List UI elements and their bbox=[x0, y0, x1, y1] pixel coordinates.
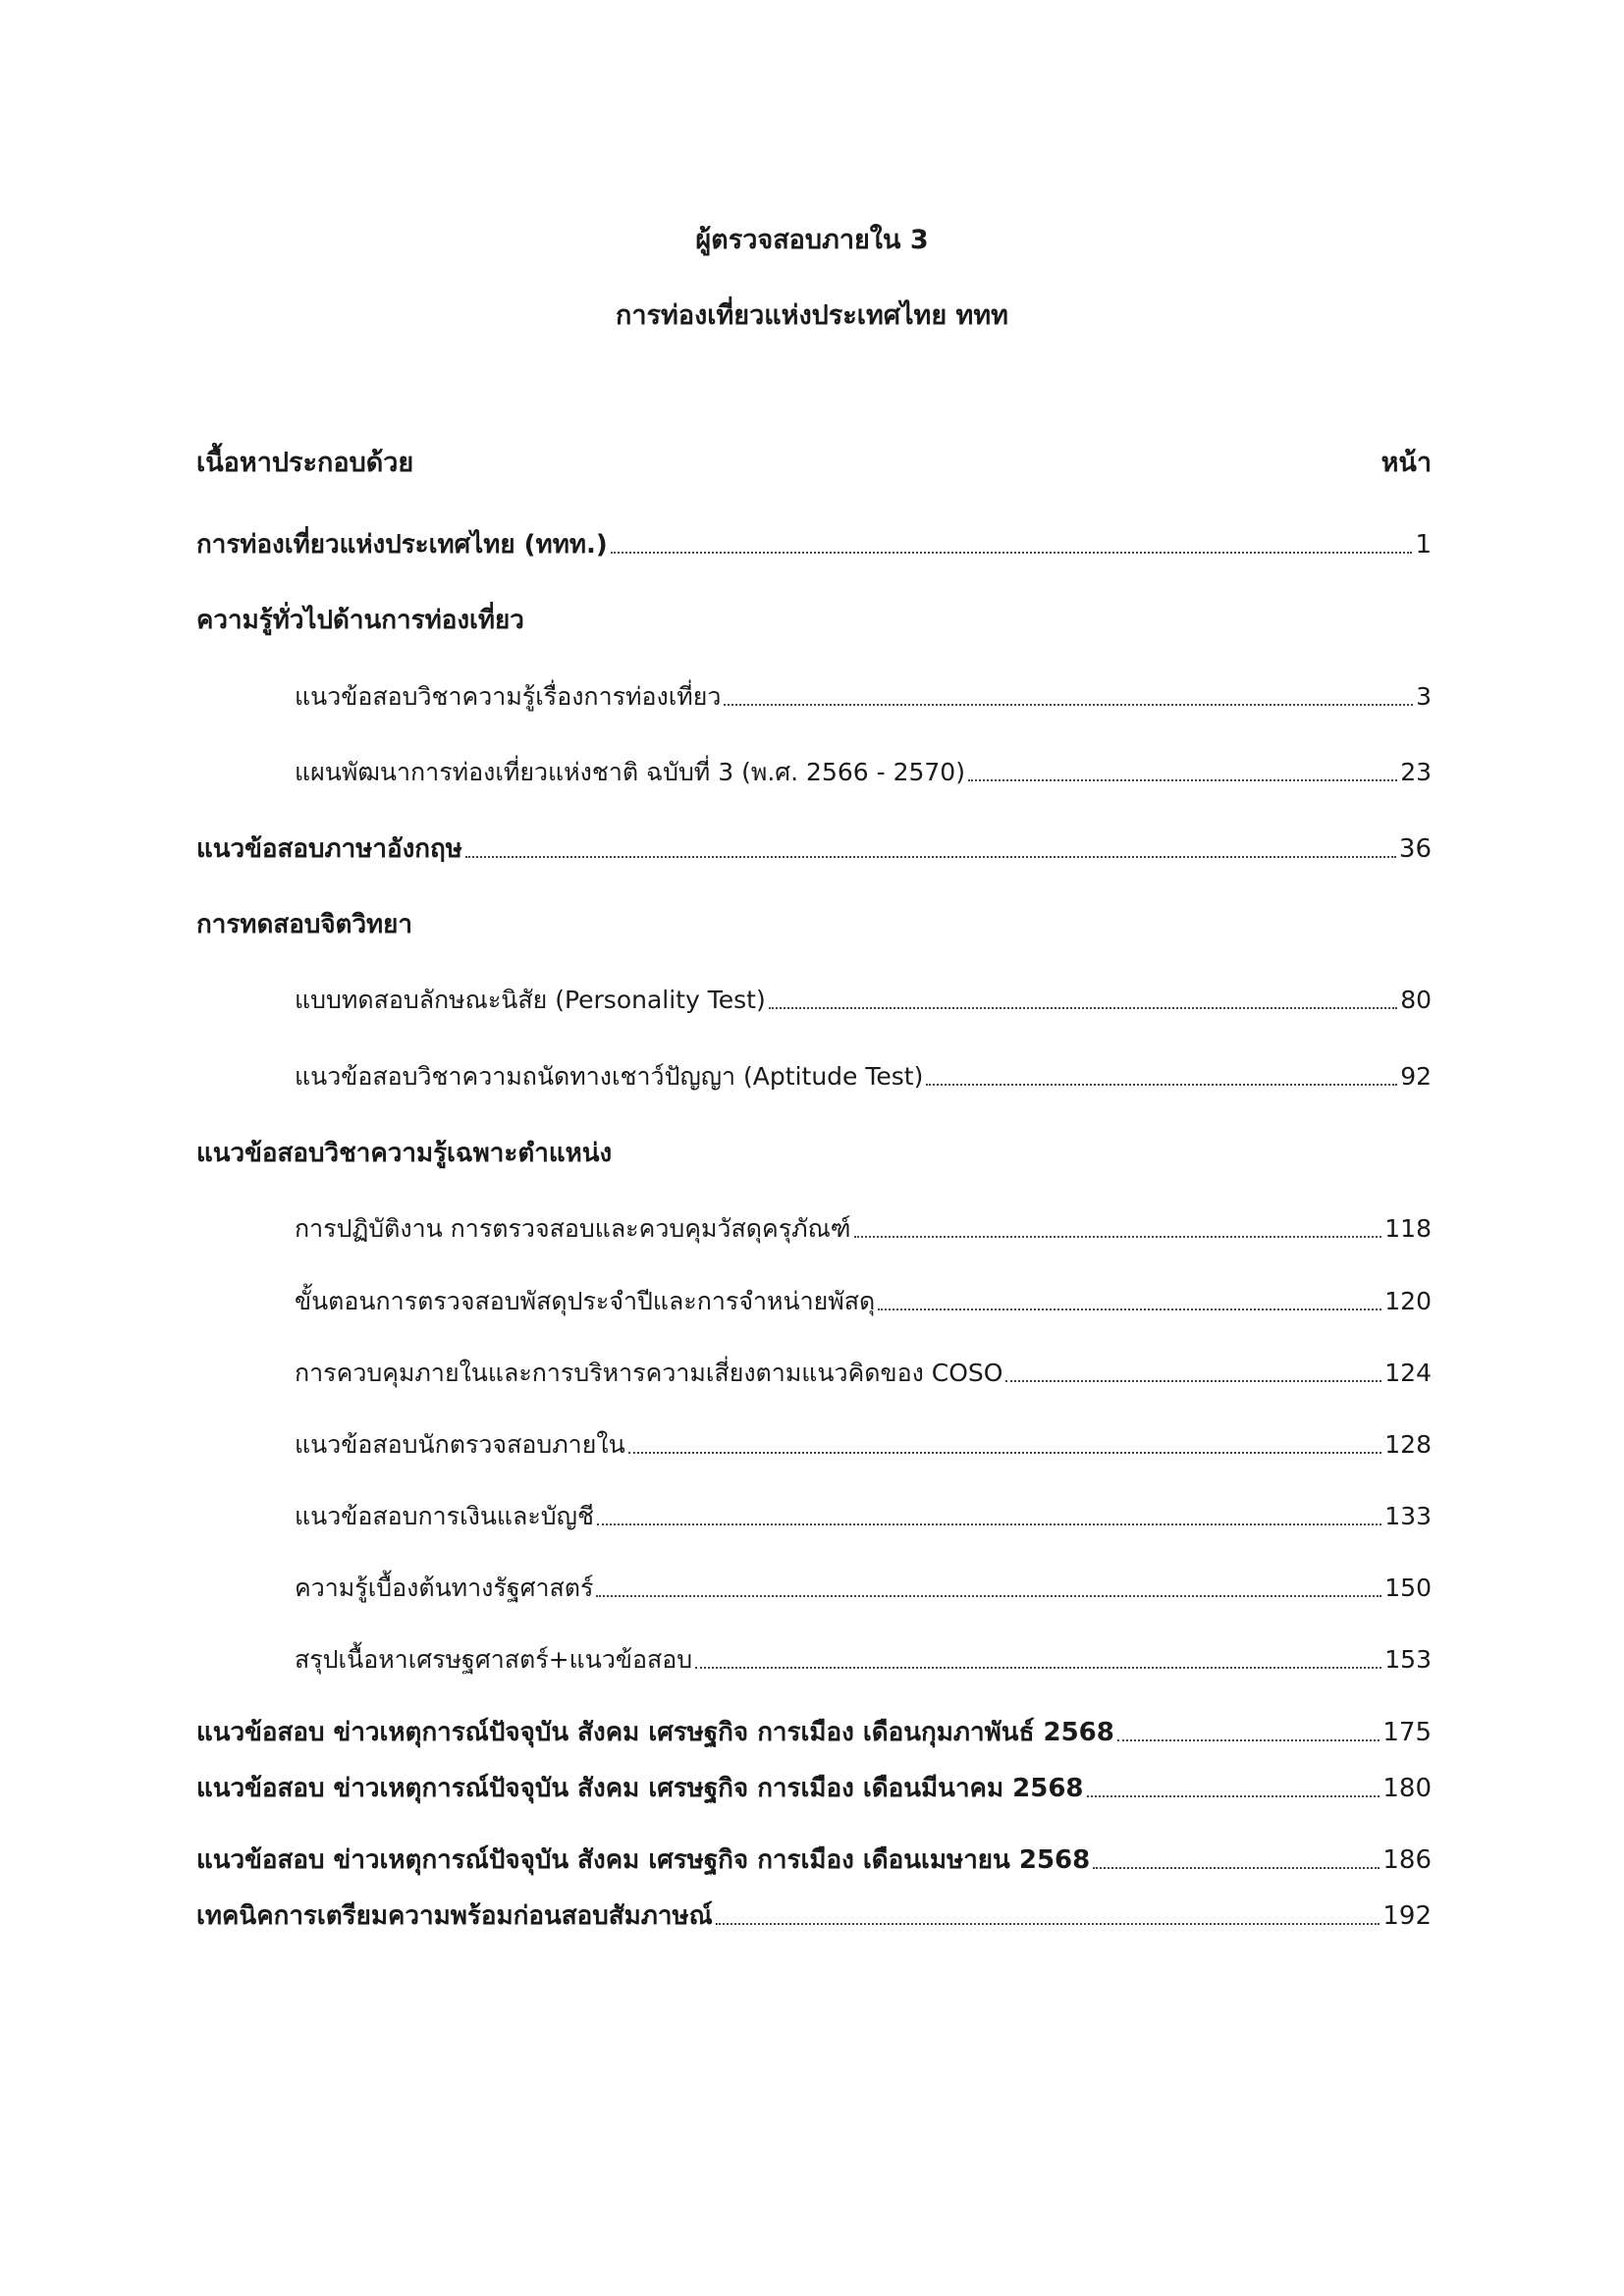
toc-entry-page-number: 192 bbox=[1382, 1901, 1432, 1931]
toc-entry-label: แนวข้อสอบ ข่าวเหตุการณ์ปัจจุบัน สังคม เศรษฐกิจ การเมือง เดือนกุมภาพันธ์ 2568 bbox=[196, 1718, 1114, 1747]
toc-entry[interactable] bbox=[196, 1640, 1432, 1680]
toc-entry[interactable] bbox=[196, 525, 1432, 564]
toc-entry[interactable] bbox=[196, 1134, 1432, 1173]
toc-entry-page-number: 80 bbox=[1400, 986, 1432, 1014]
toc-dot-leader bbox=[596, 1595, 1381, 1597]
toc-entry[interactable] bbox=[196, 1209, 1432, 1249]
toc-dot-leader bbox=[1005, 1380, 1381, 1382]
toc-entry-label: การทดสอบจิตวิทยา bbox=[196, 910, 413, 939]
toc-dot-leader bbox=[628, 1452, 1382, 1454]
toc-dot-leader bbox=[854, 1236, 1382, 1238]
toc-entry-page-number: 175 bbox=[1382, 1718, 1432, 1747]
toc-entry[interactable] bbox=[196, 601, 1432, 640]
toc-dot-leader bbox=[878, 1308, 1381, 1310]
toc-entry-page-number: 133 bbox=[1384, 1502, 1432, 1530]
toc-dot-leader bbox=[597, 1523, 1381, 1525]
toc-entry-page-number: 150 bbox=[1384, 1574, 1432, 1602]
toc-entry-label: แบบทดสอบลักษณะนิสัย (Personality Test) bbox=[295, 986, 766, 1014]
toc-dot-leader bbox=[724, 704, 1413, 706]
toc-entry-label: แผนพัฒนาการท่องเที่ยวแห่งชาติ ฉบับที่ 3 (พ.ศ. 2566 - 2570) bbox=[295, 758, 965, 786]
toc-dot-leader bbox=[1117, 1739, 1380, 1741]
toc-entry[interactable] bbox=[196, 1425, 1432, 1465]
toc-entry[interactable] bbox=[196, 1354, 1432, 1393]
toc-entry[interactable] bbox=[196, 1497, 1432, 1536]
toc-dot-leader bbox=[465, 856, 1396, 858]
toc-dot-leader bbox=[968, 779, 1397, 781]
toc-entry[interactable] bbox=[196, 1841, 1432, 1880]
toc-entry-label: แนวข้อสอบวิชาความรู้เรื่องการท่องเที่ยว bbox=[295, 682, 722, 711]
toc-entry-page-number: 92 bbox=[1400, 1062, 1432, 1091]
toc-entry-label: เทคนิคการเตรียมความพร้อมก่อนสอบสัมภาษณ์ bbox=[196, 1901, 713, 1931]
toc-entry[interactable] bbox=[196, 677, 1432, 717]
toc-entry-page-number: 23 bbox=[1400, 758, 1432, 786]
toc-entry[interactable] bbox=[196, 1896, 1432, 1936]
toc-header-contents: เนื้อหาประกอบด้วย bbox=[196, 448, 414, 478]
toc-entry[interactable] bbox=[196, 1713, 1432, 1752]
toc-dot-leader bbox=[716, 1923, 1380, 1925]
toc-entry[interactable] bbox=[196, 981, 1432, 1020]
toc-entry-page-number: 118 bbox=[1384, 1214, 1432, 1243]
toc-entry[interactable] bbox=[196, 829, 1432, 869]
toc-entry-page-number: 1 bbox=[1415, 530, 1432, 560]
toc-entry-label: แนวข้อสอบ ข่าวเหตุการณ์ปัจจุบัน สังคม เศรษฐกิจ การเมือง เดือนมีนาคม 2568 bbox=[196, 1774, 1084, 1803]
toc-entry[interactable] bbox=[196, 753, 1432, 792]
document-title: ผู้ตรวจสอบภายใน 3 bbox=[695, 225, 929, 255]
toc-dot-leader bbox=[695, 1667, 1381, 1669]
toc-entry-label: ความรู้เบื้องต้นทางรัฐศาสตร์ bbox=[295, 1574, 594, 1602]
toc-dot-leader bbox=[926, 1084, 1397, 1086]
toc-entry-label: ขั้นตอนการตรวจสอบพัสดุประจำปีและการจำหน่ายพัสดุ bbox=[295, 1287, 876, 1315]
toc-entry-page-number: 120 bbox=[1384, 1287, 1432, 1315]
toc-entry-label: แนวข้อสอบวิชาความถนัดทางเชาว์ปัญญา (Aptitude Test) bbox=[295, 1062, 924, 1091]
toc-entry-page-number: 128 bbox=[1384, 1430, 1432, 1459]
toc-dot-leader bbox=[1087, 1795, 1380, 1797]
toc-dot-leader bbox=[611, 552, 1413, 554]
toc-entry-label: การปฏิบัติงาน การตรวจสอบและควบคุมวัสดุครุภัณฑ์ bbox=[295, 1214, 851, 1243]
document-subtitle: การท่องเที่ยวแห่งประเทศไทย ททท bbox=[616, 300, 1008, 331]
toc-header-page: หน้า bbox=[1380, 448, 1432, 478]
toc-header bbox=[196, 444, 1432, 483]
toc-entry-label: แนวข้อสอบนักตรวจสอบภายใน bbox=[295, 1430, 625, 1459]
toc-entry[interactable] bbox=[196, 905, 1432, 944]
toc-entry-label: สรุปเนื้อหาเศรษฐศาสตร์+แนวข้อสอบ bbox=[295, 1645, 693, 1674]
toc-entry-page-number: 180 bbox=[1382, 1774, 1432, 1803]
toc-entry-label: แนวข้อสอบวิชาความรู้เฉพาะตำแหน่ง bbox=[196, 1139, 613, 1168]
toc-entry-page-number: 124 bbox=[1384, 1359, 1432, 1387]
toc-entry-label: การท่องเที่ยวแห่งประเทศไทย (ททท.) bbox=[196, 530, 608, 560]
toc-dot-leader bbox=[1093, 1867, 1380, 1869]
toc-entry-page-number: 3 bbox=[1416, 682, 1432, 711]
toc-entry-page-number: 36 bbox=[1398, 834, 1432, 864]
toc-entry[interactable] bbox=[196, 1057, 1432, 1096]
toc-entry-page-number: 153 bbox=[1384, 1645, 1432, 1674]
toc-entry[interactable] bbox=[196, 1569, 1432, 1608]
toc-entry-label: แนวข้อสอบภาษาอังกฤษ bbox=[196, 834, 462, 864]
toc-entry[interactable] bbox=[196, 1282, 1432, 1321]
toc-entry[interactable] bbox=[196, 1769, 1432, 1808]
toc-entry-page-number: 186 bbox=[1382, 1845, 1432, 1875]
toc-entry-label: ความรู้ทั่วไปด้านการท่องเที่ยว bbox=[196, 606, 524, 635]
toc-entry-label: การควบคุมภายในและการบริหารความเสี่ยงตามแนวคิดของ COSO bbox=[295, 1359, 1003, 1387]
toc-entry-label: แนวข้อสอบการเงินและบัญชี bbox=[295, 1502, 594, 1530]
toc-entry-label: แนวข้อสอบ ข่าวเหตุการณ์ปัจจุบัน สังคม เศรษฐกิจ การเมือง เดือนเมษายน 2568 bbox=[196, 1845, 1091, 1875]
toc-dot-leader bbox=[769, 1007, 1397, 1009]
